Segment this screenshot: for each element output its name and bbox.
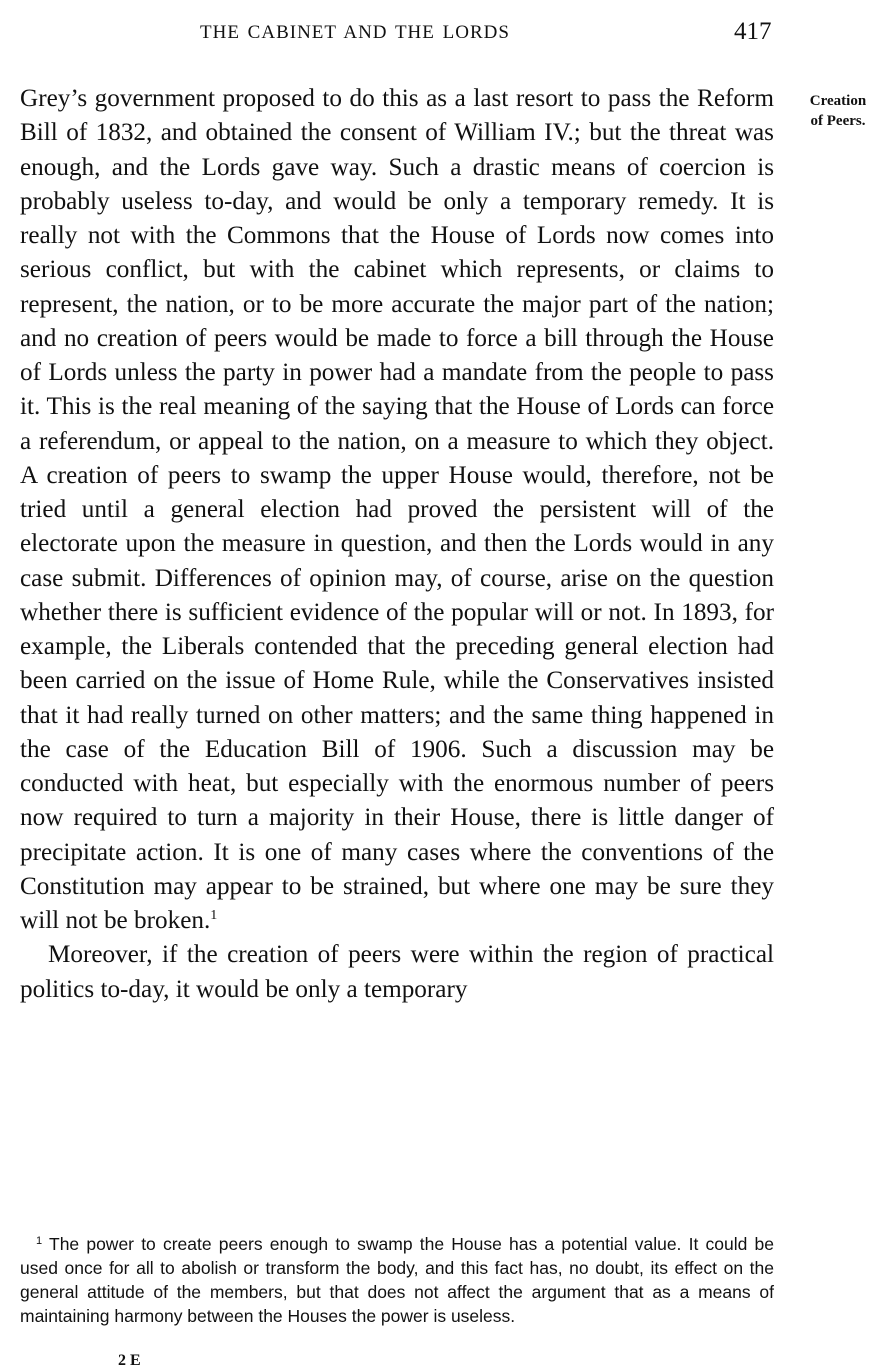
page-number: 417 (734, 18, 772, 45)
margin-note-line-2: of Peers. (810, 113, 866, 129)
footnote-text: The power to create peers enough to swamp the House has a potential value. It could be used once for all to abolish or transform the body, and this fact has, no doubt, its effect on the general attitude of the members, but that does not affect the argument that as a means of maintaining harmony between the Houses the power is useless. (20, 1234, 774, 1326)
running-head (0, 18, 780, 52)
body-text (20, 82, 774, 1007)
footnote-reference: 1 (210, 908, 218, 923)
margin-note-line-1: Creation (809, 93, 867, 109)
margin-note (788, 91, 888, 131)
signature-mark: 2 E (118, 1352, 141, 1369)
footnote (20, 1232, 774, 1328)
footnote-marker: 1 (36, 1235, 43, 1247)
footnote-paragraph (20, 1232, 774, 1328)
paragraph-1-text: Grey’s government proposed to do this as a last resort to pass the Reform Bill of 1832, and obtained the consent of William IV.; but the threat was enough, and the Lords gave way. Such a drastic means of coercion is probably useless to-day, and would be only a temporary remedy. It is really not with the Commons that the House of Lords now comes into serious conflict, but with the cabinet which represents, or claims to represent, the nation, or to be more accurate the major part of the nation; and no creation of peers would be made to force a bill through the House of Lords unless the party in power had a mandate from the people to pass it. This is the real meaning of the saying that the House of Lords can force a referendum, or appeal to the nation, on a measure to which they object. A creation of peers to swamp the upper House would, therefore, not be tried until a general election had proved the persistent will of the electorate upon the measure in question, and then the Lords would in any case submit. Differences of opinion may, of course, arise on the question whether there is sufficient evidence of the popular will or not. In 1893, for example, the Liberals contended that the preceding general election had been carried on the issue of Home Rule, while the Conservatives insisted that it had really turned on other matters; and the same thing happened in the case of the Education Bill of 1906. Such a discussion may be conducted with heat, but especially with the enormous number of peers now required to turn a majority in their House, there is little danger of precipitate action. It is one of many cases where the conventions of the Constitution may appear to be strained, but where one may be sure they will not be broken. (20, 85, 774, 934)
paragraph-2: Moreover, if the creation of peers were within the region of practical politics to-day, it would be only a temporary (20, 941, 774, 1003)
paragraph-1 (20, 82, 774, 938)
running-title: THE CABINET AND THE LORDS (200, 22, 510, 43)
